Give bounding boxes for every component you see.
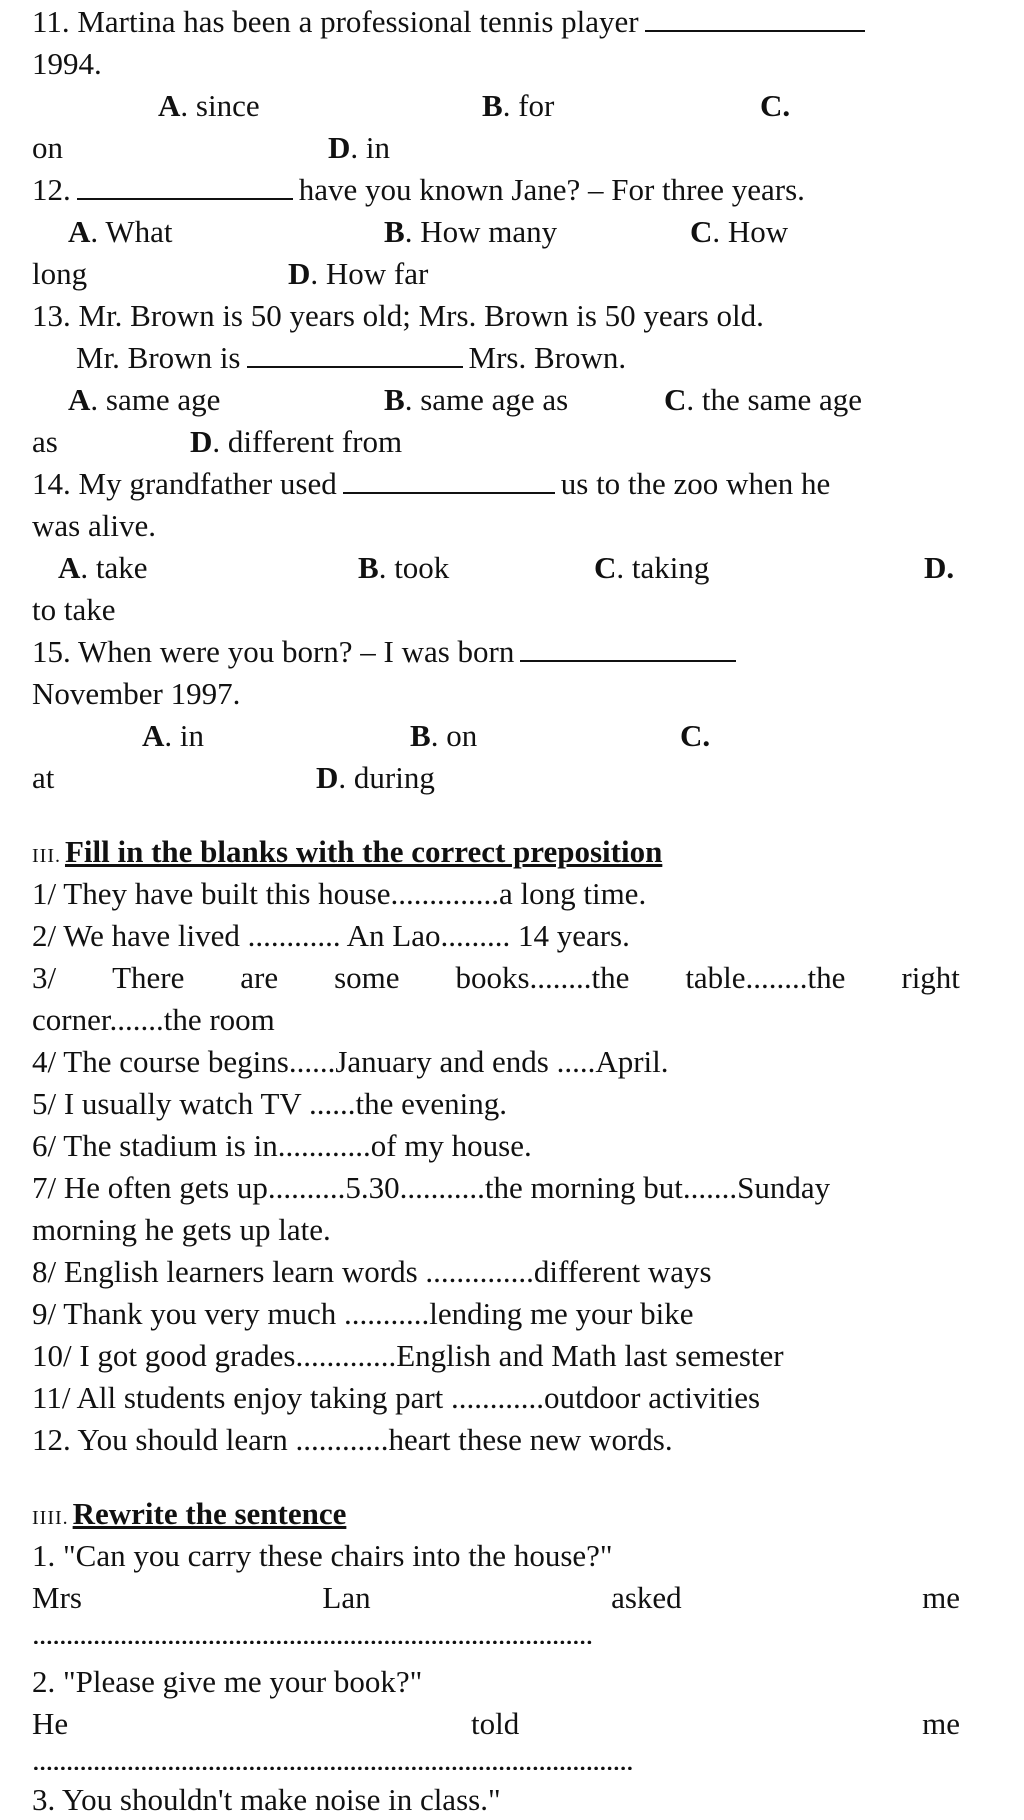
q13-stem: 13. Mr. Brown is 50 years old; Mrs. Brown is 50 years old.: [32, 298, 764, 333]
q13-option-d: D. different from: [190, 424, 403, 459]
q15-option-c-text: at: [32, 760, 55, 795]
section-title: Fill in the blanks with the correct preposition: [64, 834, 663, 869]
q11-option-c-text: on: [32, 130, 63, 165]
q13-option-c-cont: as: [32, 424, 58, 459]
prep-item-11: 11/ All students enjoy taking part ............outdoor activities: [32, 1380, 761, 1415]
q12-option-b: B. How many: [384, 214, 558, 249]
q15-stem-cont: November 1997.: [32, 676, 241, 711]
q11-option-b: B. for: [482, 88, 555, 123]
prep-item-12: 12. You should learn ............heart these new words.: [32, 1422, 673, 1457]
q15-option-c-label: C.: [680, 718, 711, 753]
rewrite-q2-answer-line: .........................................................................................: [32, 1750, 633, 1770]
q12-option-c: C. How: [690, 214, 789, 249]
section-number: III.: [32, 845, 61, 867]
q15-option-a: A. in: [142, 718, 205, 753]
prep-item-8: 8/ English learners learn words ..............different ways: [32, 1254, 712, 1289]
rewrite-q3: 3. You shouldn't make noise in class.": [32, 1782, 501, 1817]
q11-option-c-label: C.: [760, 88, 791, 123]
rewrite-q1: 1. "Can you carry these chairs into the house?": [32, 1538, 613, 1573]
prep-item-5: 5/ I usually watch TV ......the evening.: [32, 1086, 507, 1121]
section-title: Rewrite the sentence: [72, 1496, 347, 1531]
prep-item-4: 4/ The course begins......January and ends .....April.: [32, 1044, 669, 1079]
q11-stem-cont: 1994.: [32, 46, 102, 81]
q14-option-b: B. took: [358, 550, 450, 585]
q14-option-c: C. taking: [594, 550, 710, 585]
prep-item-1: 1/ They have built this house..............a long time.: [32, 876, 647, 911]
section-rewrite-heading: [32, 1496, 346, 1536]
q13-option-a: A. same age: [68, 382, 221, 417]
rewrite-q2-line: He told me: [32, 1706, 960, 1741]
prep-item-7: 7/ He often gets up..........5.30...........the morning but.......Sunday: [32, 1170, 831, 1205]
q13-option-c: C. the same age: [664, 382, 862, 417]
prep-item-2: 2/ We have lived ............ An Lao......... 14 years.: [32, 918, 630, 953]
q14-blank: [343, 468, 555, 494]
q14-stem: 14. My grandfather used us to the zoo when he: [32, 466, 831, 501]
prep-item-9: 9/ Thank you very much ...........lending me your bike: [32, 1296, 694, 1331]
q11-blank: [645, 6, 865, 32]
q14-option-d-text: to take: [32, 592, 116, 627]
q11-stem: 11. Martina has been a professional tennis player: [32, 4, 871, 40]
q12-stem: 12. have you known Jane? – For three years.: [32, 172, 805, 207]
rewrite-q1-line: Mrs Lan asked me: [32, 1580, 960, 1615]
q13-blank: [247, 342, 463, 368]
section-number: IIII.: [32, 1507, 69, 1529]
q14-stem-cont: was alive.: [32, 508, 156, 543]
q12-option-d: D. How far: [288, 256, 429, 291]
q11-option-d: D. in: [328, 130, 391, 165]
q14-option-d-label: D.: [924, 550, 955, 585]
rewrite-q2: 2. "Please give me your book?": [32, 1664, 423, 1699]
prep-item-10: 10/ I got good grades.............English and Math last semester: [32, 1338, 784, 1373]
q13-line2: Mr. Brown is Mrs. Brown.: [76, 340, 627, 375]
prep-item-3: 3/ There are some books........the table........the right: [32, 960, 960, 995]
q15-option-d: D. during: [316, 760, 435, 795]
rewrite-q1-answer-line: ...................................................................................: [32, 1624, 593, 1644]
q12-blank: [77, 174, 293, 200]
q11-option-a: A. since: [158, 88, 260, 123]
q15-blank: [520, 636, 736, 662]
q12-option-c-cont: long: [32, 256, 88, 291]
q14-option-a: A. take: [58, 550, 148, 585]
q15-option-b: B. on: [410, 718, 478, 753]
prep-item-7-cont: morning he gets up late.: [32, 1212, 331, 1247]
prep-item-3-cont: corner.......the room: [32, 1002, 275, 1037]
section-fill-prepositions-heading: [32, 834, 662, 874]
q13-option-b: B. same age as: [384, 382, 569, 417]
q15-stem: 15. When were you born? – I was born: [32, 634, 742, 670]
prep-item-6: 6/ The stadium is in............of my house.: [32, 1128, 532, 1163]
q12-option-a: A. What: [68, 214, 173, 249]
